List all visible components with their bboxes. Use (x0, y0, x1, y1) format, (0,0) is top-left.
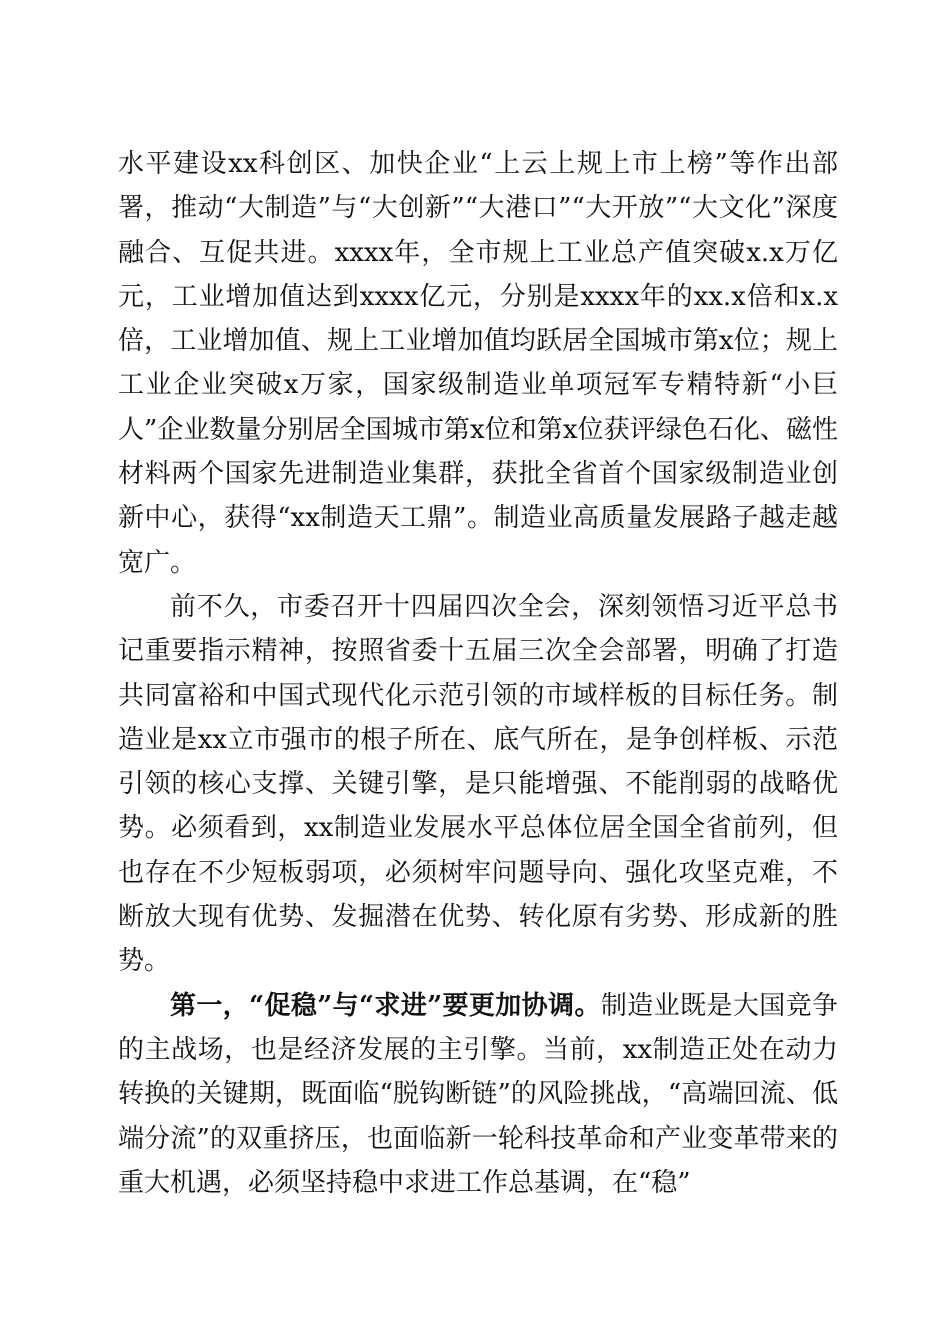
paragraph-3-lead: 第一，“促稳”与“求进”要更加协调。 (170, 990, 601, 1021)
paragraph-3-body: 制造业既是大国竞争的主战场，也是经济发展的主引擎。当前，xx制造正处在动力转换的关键期，既面临“脱钩断链”的风险挑战，“高端回流、低端分流”的双重挤压，也面临新一轮科技革命和产业变革带来的重大机遇，必须坚持稳中求进工作总基调，在“稳” (118, 990, 838, 1198)
paragraph-1: 水平建设xx科创区、加快企业“上云上规上市上榜”等作出部署，推动“大制造”与“大创新”“大港口”“大开放”“大文化”深度融合、互促共进。xxxx年，全市规上工业总产值突破x.x万亿元，工业增加值达到xxxx亿元，分别是xxxx年的xx.x倍和x.x倍，工业增加值、规上工业增加值均跃居全国城市第x位；规上工业企业突破x万家，国家级制造业单项冠军专精特新“小巨人”企业数量分别居全国城市第x位和第x位获评绿色石化、磁性材料两个国家先进制造业集群，获批全省首个国家级制造业创新中心，获得“xx制造天工鼎”。制造业高质量发展路子越走越宽广。 (118, 149, 838, 578)
document-body (118, 142, 838, 1205)
paragraph-3 (118, 984, 838, 1205)
paragraph-2: 前不久，市委召开十四届四次全会，深刻领悟习近平总书记重要指示精神，按照省委十五届三次全会部署，明确了打造共同富裕和中国式现代化示范引领的市域样板的目标任务。制造业是xx立市强市的根子所在、底气所在，是争创样板、示范引领的核心支撑、关键引擎，是只能增强、不能削弱的战略优势。必须看到，xx制造业发展水平总体位居全国全省前列，但也存在不少短板弱项，必须树牢问题导向、强化攻坚克难，不断放大现有优势、发掘潜在优势、转化原有劣势、形成新的胜势。 (118, 591, 838, 977)
